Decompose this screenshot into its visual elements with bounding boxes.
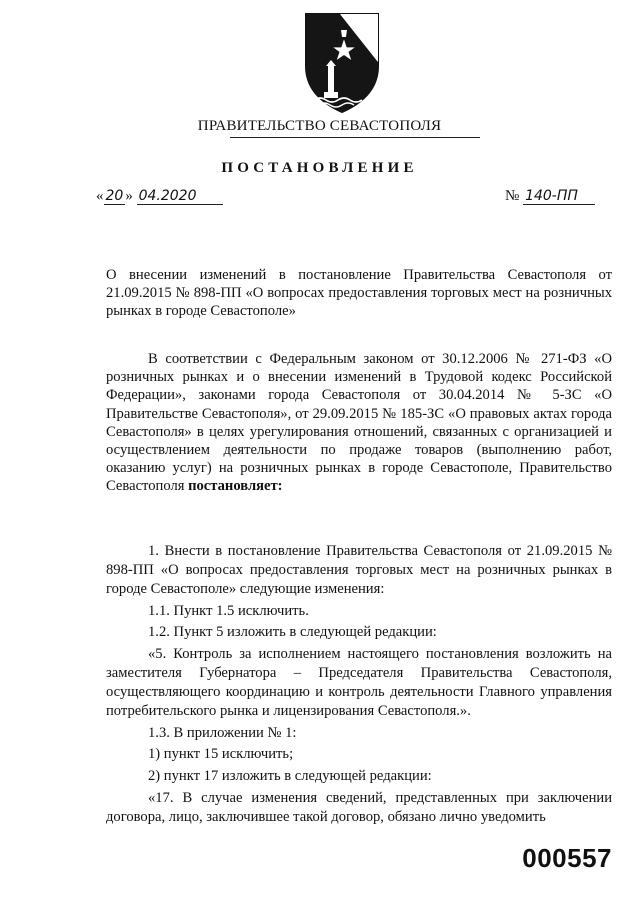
body-paragraph: 1.3. В приложении № 1: <box>148 724 297 741</box>
government-name: ПРАВИТЕЛЬСТВО СЕВАСТОПОЛЯ <box>197 118 442 134</box>
decree-word: постановляет: <box>188 478 283 495</box>
date-day: 20 <box>105 188 124 204</box>
body-paragraph: 1.2. Пункт 5 изложить в следующей редакции: <box>148 624 437 641</box>
body-paragraph: 1) пункт 15 исключить; <box>148 746 294 763</box>
document-body <box>106 542 612 827</box>
number-prefix: № <box>505 188 520 204</box>
coat-of-arms-graphic <box>300 10 384 116</box>
preamble <box>106 350 612 496</box>
document-date <box>96 188 223 205</box>
document-number <box>505 188 595 205</box>
date-quote-close: » <box>125 188 133 204</box>
number-value: 140-ПП <box>523 188 595 205</box>
document-title: О внесении изменений в постановление Правительства Севастополя от 21.09.2015 № 898-ПП «О вопросах предоставления торговых мест на розничных рынках в городе Севастополе» <box>106 267 612 320</box>
date-month-year: 04.2020 <box>137 188 223 205</box>
document-type: ПОСТАНОВЛЕНИЕ <box>221 160 418 176</box>
header-underline <box>230 137 480 138</box>
body-paragraph: «17. В случае изменения сведений, представленных при заключении договора, лицо, заключившее такой договор, обязано лично уведомить <box>106 789 612 825</box>
preamble-text: В соответствии с Федеральным законом от 30.12.2006 № 271-ФЗ «О розничных рынках и о внесении изменений в Трудовой кодекс Российской Федерации», законами города Севастополя от 30.04.2014 № 5-ЗС «О Правительстве Севастополя», от 29.09.2015 № 185-ЗС «О правовых актах города Севастополя» в целях урегулирования отношений, связанных с организацией и осуществлением деятельности по продаже товаров (выполнению работ, оказанию услуг) на розничных рынках в городе Севастополе, Правительство Севастополя <box>106 351 612 495</box>
body-paragraph: «5. Контроль за исполнением настоящего постановления возложить на заместителя Губернатора – Председателя Правительства Севастополя, осуществляющего координацию и контроль деятельности Главного управления потребительского рынка и лицензирования Севастополя.». <box>106 645 612 720</box>
coat-of-arms-icon <box>300 10 384 116</box>
serial-number: 000557 <box>522 843 612 873</box>
body-paragraph: 2) пункт 17 изложить в следующей редакции: <box>148 768 432 785</box>
body-paragraph: 1. Внести в постановление Правительства Севастополя от 21.09.2015 № 898-ПП «О вопросах предоставления торговых мест на розничных рынках в городе Севастополе» следующие изменения: <box>106 543 612 598</box>
body-paragraph: 1.1. Пункт 1.5 исключить. <box>148 602 309 619</box>
preamble-paragraph <box>106 350 612 496</box>
date-quote-open: « <box>96 188 104 204</box>
